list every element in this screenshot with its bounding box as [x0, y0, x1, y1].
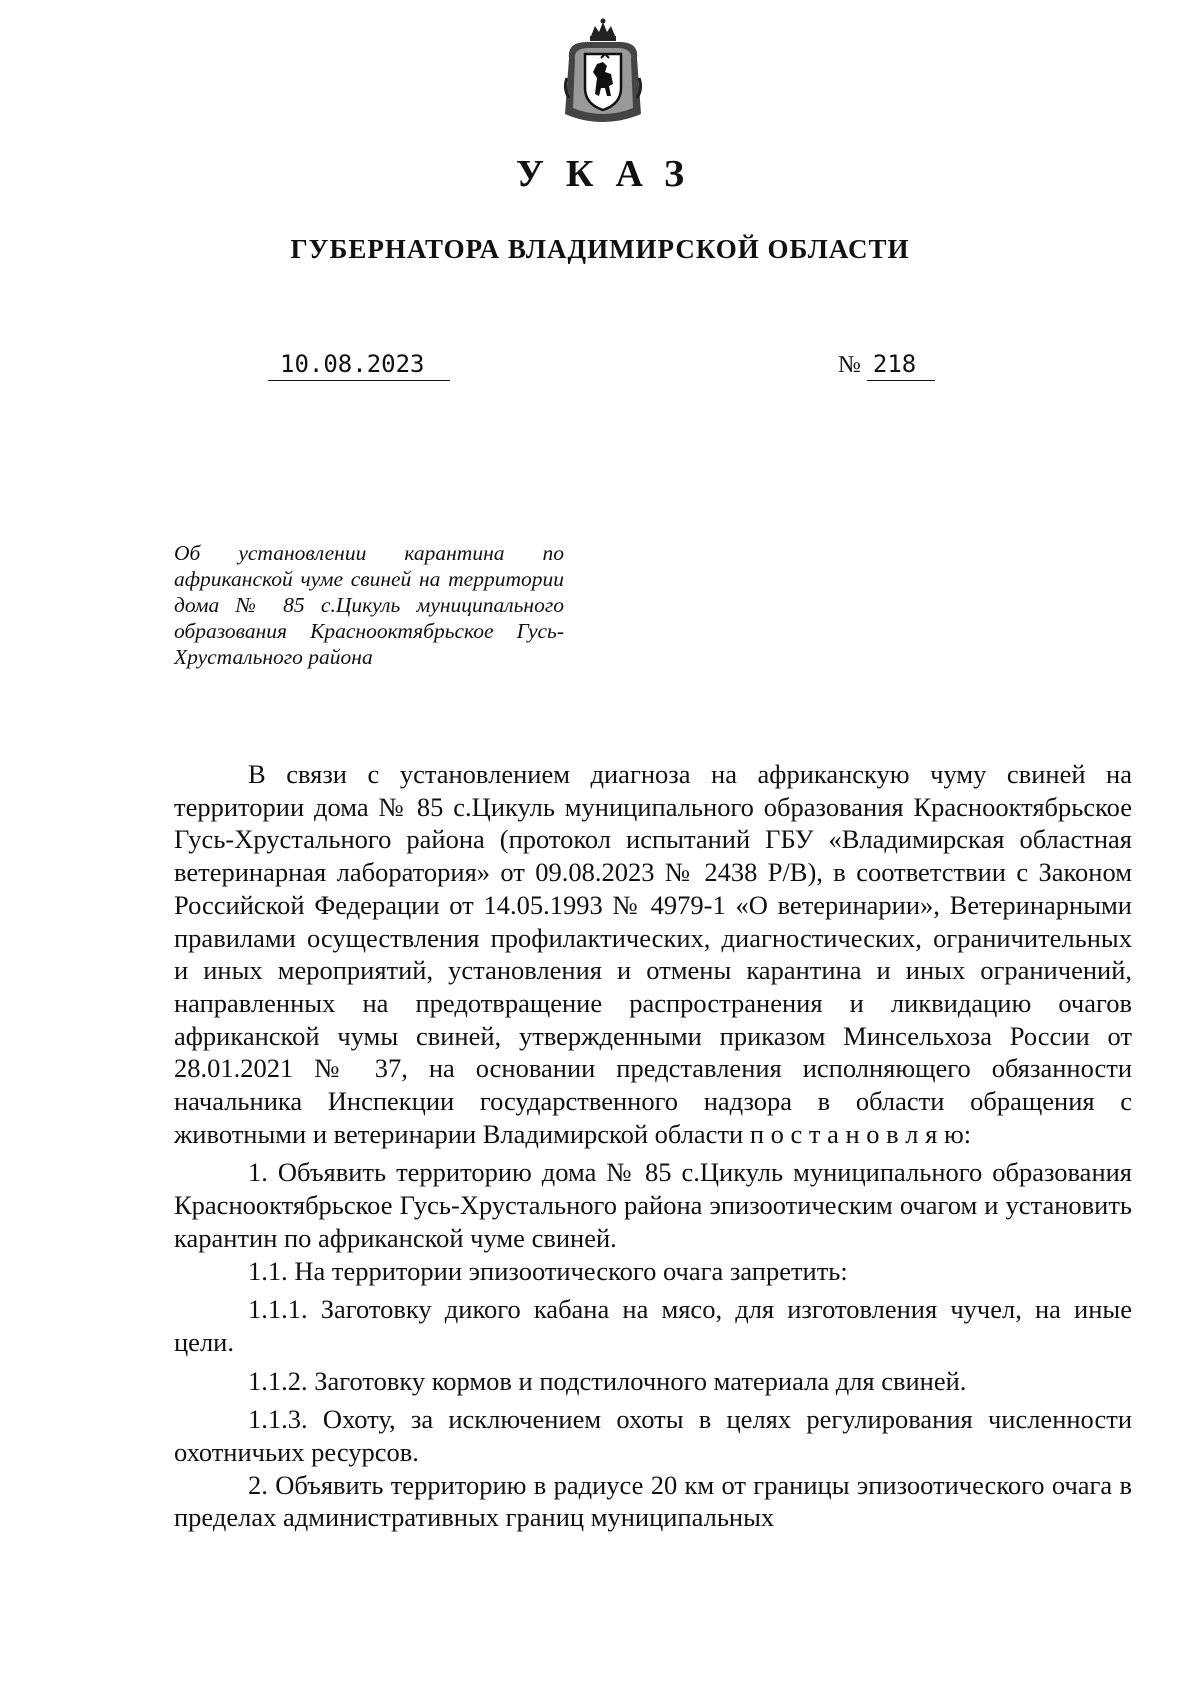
document-number — [838, 350, 935, 381]
document-date: 10.08.2023 — [268, 350, 450, 381]
paragraph-1-1-1: 1.1.1. Заготовку дикого кабана на мясо, для изготовления чучел, на иные цели. — [174, 1294, 1132, 1357]
paragraph-1: 1. Объявить территорию дома № 85 с.Цикуль муниципального образования Краснооктябрьское Гусь-Хрустального района эпизоотическим очагом и установить карантин по африканской чуме свиней. — [174, 1157, 1132, 1253]
paragraph-1-1: 1.1. На территории эпизоотического очага запретить: — [248, 1255, 848, 1286]
subject-last-line: Хрустального района — [174, 645, 373, 669]
subject-text: Об установлении карантина по африканской чуме свиней на территории дома № 85 с.Цикуль муниципального образования Краснооктябрьское Гусь- — [174, 541, 564, 643]
paragraph-1-1-2: 1.1.2. Заготовку кормов и подстилочного материала для свиней. — [248, 1365, 967, 1396]
paragraph-1-1-3: 1.1.3. Охоту, за исключением охоты в целях регулирования численности охотничьих ресурсов. — [174, 1404, 1132, 1468]
paragraph-preamble: В связи с установлением диагноза на африканскую чуму свиней на территории дома № 85 с.Цикуль муниципального образования Краснооктябрьское Гусь-Хрустального района (протокол испытаний ГБУ «Владимирская областная ветеринарная лаборатория» от 09.08.2023 № 2438 Р/В), в соответствии с Законом Российской Федерации от 14.05.1993 № 4979-1 «О ветеринарии», Ветеринарными правилами осуществления профилактических, диагностических, ограничительных и иных мероприятий, установления и отмены карантина и иных ограничений, направленных на предотвращение распространения и ликвидацию очагов африканской чумы свиней, утвержденными приказом Минсельхоза России от 28.01.2021 № 37, на основании представления исполняющего обязанности начальника Инспекции государственного надзора в области обращения с животными и ветеринарии Владимирской области п о с т а н о в л я ю: — [174, 759, 1132, 1149]
number-sign: № — [838, 352, 861, 378]
number-value: 218 — [867, 350, 935, 381]
coat-of-arms-icon — [561, 18, 645, 126]
document-title: УКАЗ — [516, 153, 706, 195]
document-subject — [174, 540, 564, 670]
document-subtitle: ГУБЕРНАТОРА ВЛАДИМИРСКОЙ ОБЛАСТИ — [290, 234, 910, 264]
paragraph-2: 2. Объявить территорию в радиусе 20 км от границы эпизоотического очага в пределах административных границ муниципальных — [174, 1469, 1132, 1533]
document-body — [174, 758, 1132, 1534]
